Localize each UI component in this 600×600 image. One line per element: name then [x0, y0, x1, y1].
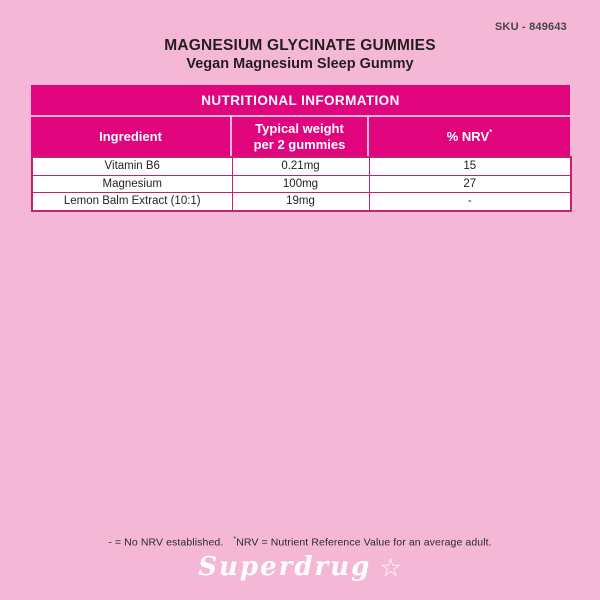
cell-ingredient: Vitamin B6 — [32, 157, 232, 175]
cell-weight: 19mg — [232, 193, 369, 211]
superdrug-logo — [0, 552, 600, 582]
column-header-weight-line1: Typical weight — [255, 120, 344, 136]
cell-weight: 100mg — [232, 175, 369, 193]
superdrug-logo-text: Superdrug — [198, 552, 372, 582]
table-header-row — [31, 117, 570, 156]
column-header-weight — [232, 117, 367, 156]
column-header-ingredient — [31, 117, 230, 156]
table-row — [32, 193, 571, 211]
cell-ingredient: Lemon Balm Extract (10:1) — [32, 193, 232, 211]
footnote-dash-part: - = No NRV established. — [108, 536, 224, 549]
cell-weight: 0.21mg — [232, 157, 369, 175]
cell-ingredient: Magnesium — [32, 175, 232, 193]
cell-nrv: 27 — [369, 175, 571, 193]
table-row — [32, 157, 571, 175]
column-header-nrv — [369, 117, 570, 156]
product-subtitle: Vegan Magnesium Sleep Gummy — [186, 56, 414, 72]
product-title: MAGNESIUM GLYCINATE GUMMIES — [164, 37, 436, 54]
nrv-asterisk: * — [489, 128, 493, 138]
nrv-text: % NRV — [446, 128, 490, 144]
footnote-nrv-part: NRV = Nutrient Reference Value for an average adult. — [236, 536, 492, 549]
column-header-ingredient-label: Ingredient — [99, 128, 162, 144]
table-banner: NUTRITIONAL INFORMATION — [31, 85, 570, 115]
footnote-asterisk: * — [233, 536, 237, 543]
column-header-weight-line2: per 2 gummies — [253, 136, 346, 152]
ingredient-data-table — [31, 156, 572, 212]
table-row — [32, 175, 571, 193]
cell-nrv: 15 — [369, 157, 571, 175]
column-header-nrv-label — [447, 129, 493, 145]
nrv-footnote — [0, 536, 600, 549]
sku-label: SKU - 849643 — [494, 21, 567, 33]
nutritional-information-table — [31, 85, 570, 212]
star-outline-icon: ☆ — [379, 553, 402, 582]
cell-nrv: - — [369, 193, 571, 211]
